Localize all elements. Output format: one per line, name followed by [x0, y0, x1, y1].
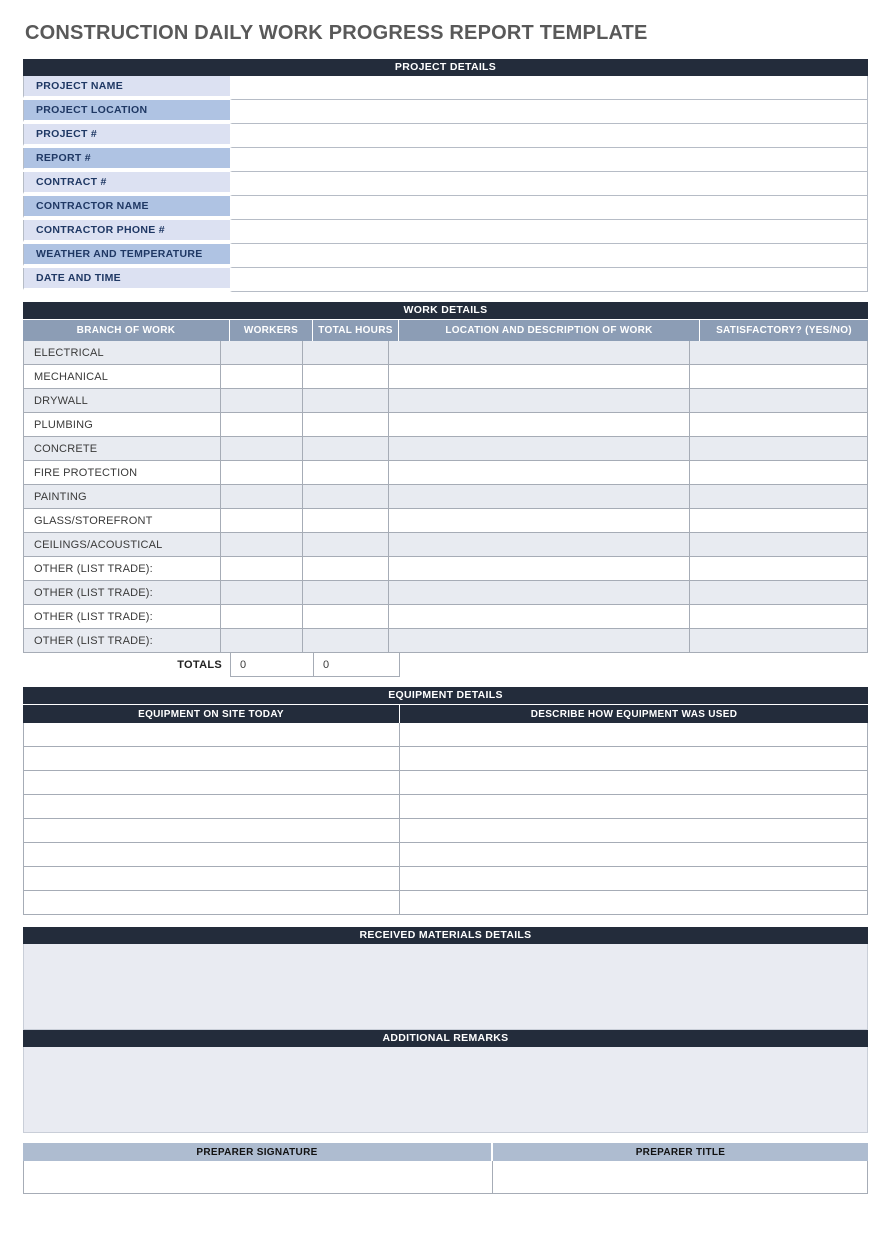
total-hours-cell[interactable]: [303, 365, 389, 388]
location-description-cell[interactable]: [389, 389, 690, 412]
equipment-usage-cell[interactable]: [400, 723, 867, 746]
project-field-value-cell[interactable]: [230, 148, 868, 172]
branch-of-work-label: OTHER (LIST TRADE):: [24, 605, 221, 628]
branch-of-work-label: ELECTRICAL: [24, 341, 221, 364]
satisfactory-cell[interactable]: [690, 437, 867, 460]
project-field-label: PROJECT LOCATION: [23, 100, 230, 122]
equipment-usage-cell[interactable]: [400, 771, 867, 794]
additional-remarks-header: ADDITIONAL REMARKS: [23, 1030, 868, 1047]
workers-cell[interactable]: [221, 461, 303, 484]
equipment-on-site-cell[interactable]: [24, 819, 400, 842]
equipment-table: [23, 723, 868, 915]
satisfactory-cell[interactable]: [690, 413, 867, 436]
work-details-header: WORK DETAILS: [23, 302, 868, 319]
equipment-details-header: EQUIPMENT DETAILS: [23, 687, 868, 704]
preparer-cells: [23, 1161, 868, 1194]
additional-remarks-input-area[interactable]: [23, 1047, 868, 1133]
project-details-row: [23, 196, 868, 220]
project-field-label: CONTRACTOR PHONE #: [23, 220, 230, 242]
total-hours-cell[interactable]: [303, 605, 389, 628]
project-field-label: PROJECT NAME: [23, 76, 230, 98]
total-hours-cell[interactable]: [303, 413, 389, 436]
location-description-cell[interactable]: [389, 509, 690, 532]
preparer-section: [23, 1143, 868, 1194]
total-hours-cell[interactable]: [303, 437, 389, 460]
project-field-label: DATE AND TIME: [23, 268, 230, 290]
equipment-on-site-cell[interactable]: [24, 891, 400, 914]
location-description-cell[interactable]: [389, 437, 690, 460]
equipment-on-site-cell[interactable]: [24, 747, 400, 770]
project-field-label: CONTRACT #: [23, 172, 230, 194]
additional-remarks-section: [23, 1030, 868, 1133]
branch-of-work-label: DRYWALL: [24, 389, 221, 412]
workers-cell[interactable]: [221, 413, 303, 436]
project-details-row: [23, 172, 868, 196]
location-description-cell[interactable]: [389, 485, 690, 508]
location-description-cell[interactable]: [389, 341, 690, 364]
work-details-row: [24, 605, 867, 629]
work-details-row: [24, 485, 867, 509]
location-description-cell[interactable]: [389, 533, 690, 556]
project-field-label: REPORT #: [23, 148, 230, 170]
project-details-row: [23, 148, 868, 172]
equipment-details-section: [23, 687, 868, 915]
project-details-table: [23, 76, 868, 292]
workers-cell[interactable]: [221, 581, 303, 604]
work-details-column-headers: [23, 320, 868, 341]
project-field-value-cell[interactable]: [230, 268, 868, 292]
preparer-title-cell[interactable]: [493, 1161, 867, 1193]
work-details-row: [24, 389, 867, 413]
total-hours-cell[interactable]: [303, 509, 389, 532]
project-details-row: [23, 124, 868, 148]
project-field-value-cell[interactable]: [230, 100, 868, 124]
total-hours-cell[interactable]: [303, 557, 389, 580]
report-page: [23, 22, 868, 1194]
satisfactory-cell[interactable]: [690, 485, 867, 508]
project-details-row: [23, 244, 868, 268]
workers-cell[interactable]: [221, 365, 303, 388]
work-details-row: [24, 581, 867, 605]
column-header-total-hours: TOTAL HOURS: [313, 320, 399, 341]
equipment-on-site-cell[interactable]: [24, 771, 400, 794]
equipment-row: [24, 843, 867, 867]
total-hours-cell[interactable]: [303, 533, 389, 556]
satisfactory-cell[interactable]: [690, 389, 867, 412]
preparer-headers: [23, 1143, 868, 1161]
work-details-row: [24, 557, 867, 581]
totals-row: [23, 653, 868, 677]
project-field-value-cell[interactable]: [230, 220, 868, 244]
equipment-row: [24, 891, 867, 914]
project-field-value-cell[interactable]: [230, 244, 868, 268]
work-details-row: [24, 365, 867, 389]
project-field-value-cell[interactable]: [230, 196, 868, 220]
project-details-row: [23, 268, 868, 292]
equipment-row: [24, 819, 867, 843]
equipment-on-site-cell[interactable]: [24, 795, 400, 818]
location-description-cell[interactable]: [389, 365, 690, 388]
column-header-satisfactory: SATISFACTORY? (YES/NO): [716, 325, 852, 336]
satisfactory-cell[interactable]: [690, 509, 867, 532]
location-description-cell[interactable]: [389, 413, 690, 436]
equipment-usage-cell[interactable]: [400, 891, 867, 914]
column-header-branch-of-work: BRANCH OF WORK: [23, 320, 230, 341]
satisfactory-cell[interactable]: [690, 341, 867, 364]
location-description-cell[interactable]: [389, 461, 690, 484]
location-description-cell[interactable]: [389, 605, 690, 628]
totals-hours-value: 0: [314, 653, 400, 677]
preparer-signature-cell[interactable]: [24, 1161, 493, 1193]
equipment-usage-cell[interactable]: [400, 747, 867, 770]
branch-of-work-label: CONCRETE: [24, 437, 221, 460]
equipment-column-headers: [23, 705, 868, 723]
workers-cell[interactable]: [221, 605, 303, 628]
location-description-cell[interactable]: [389, 581, 690, 604]
project-details-row: [23, 76, 868, 100]
branch-of-work-label: OTHER (LIST TRADE):: [24, 557, 221, 580]
workers-cell[interactable]: [221, 341, 303, 364]
branch-of-work-label: OTHER (LIST TRADE):: [24, 629, 221, 652]
totals-label: TOTALS: [177, 659, 222, 671]
equipment-row: [24, 747, 867, 771]
branch-of-work-label: PLUMBING: [24, 413, 221, 436]
location-description-cell[interactable]: [389, 629, 690, 652]
branch-of-work-label: CEILINGS/ACOUSTICAL: [24, 533, 221, 556]
project-field-label: CONTRACTOR NAME: [23, 196, 230, 218]
work-details-section: [23, 302, 868, 677]
satisfactory-cell[interactable]: [690, 365, 867, 388]
equipment-row: [24, 795, 867, 819]
total-hours-cell[interactable]: [303, 389, 389, 412]
project-field-value-cell[interactable]: [230, 172, 868, 196]
equipment-on-site-cell[interactable]: [24, 843, 400, 866]
equipment-usage-cell[interactable]: [400, 819, 867, 842]
project-field-value-cell[interactable]: [230, 76, 868, 100]
project-field-label: WEATHER AND TEMPERATURE: [23, 244, 230, 266]
totals-workers-value: 0: [230, 653, 314, 677]
branch-of-work-label: PAINTING: [24, 485, 221, 508]
work-details-row: [24, 437, 867, 461]
work-details-row: [24, 413, 867, 437]
equipment-row: [24, 723, 867, 747]
work-details-row: [24, 341, 867, 365]
equipment-usage-cell[interactable]: [400, 795, 867, 818]
branch-of-work-label: OTHER (LIST TRADE):: [24, 581, 221, 604]
equipment-usage-cell[interactable]: [400, 843, 867, 866]
column-header-equipment-on-site: EQUIPMENT ON SITE TODAY: [23, 705, 400, 723]
workers-cell[interactable]: [221, 557, 303, 580]
equipment-row: [24, 867, 867, 891]
work-details-row: [24, 629, 867, 652]
column-header-workers: WORKERS: [230, 320, 313, 341]
total-hours-cell[interactable]: [303, 485, 389, 508]
branch-of-work-label: FIRE PROTECTION: [24, 461, 221, 484]
branch-of-work-label: MECHANICAL: [24, 365, 221, 388]
workers-cell[interactable]: [221, 485, 303, 508]
satisfactory-cell[interactable]: [690, 629, 867, 652]
equipment-row: [24, 771, 867, 795]
satisfactory-cell[interactable]: [690, 533, 867, 556]
project-field-label: PROJECT #: [23, 124, 230, 146]
equipment-usage-cell[interactable]: [400, 867, 867, 890]
project-details-row: [23, 220, 868, 244]
preparer-signature-header: PREPARER SIGNATURE: [23, 1143, 493, 1161]
workers-cell[interactable]: [221, 629, 303, 652]
work-details-row: [24, 509, 867, 533]
received-materials-section: [23, 927, 868, 1030]
work-details-row: [24, 461, 867, 485]
total-hours-cell[interactable]: [303, 629, 389, 652]
satisfactory-cell[interactable]: [690, 557, 867, 580]
satisfactory-cell[interactable]: [690, 461, 867, 484]
location-description-cell[interactable]: [389, 557, 690, 580]
total-hours-cell[interactable]: [303, 581, 389, 604]
project-field-value-cell[interactable]: [230, 124, 868, 148]
work-details-table: [23, 341, 868, 653]
total-hours-cell[interactable]: [303, 461, 389, 484]
equipment-on-site-cell[interactable]: [24, 723, 400, 746]
work-details-row: [24, 533, 867, 557]
received-materials-header: RECEIVED MATERIALS DETAILS: [23, 927, 868, 944]
project-details-row: [23, 100, 868, 124]
workers-cell[interactable]: [221, 509, 303, 532]
project-details-section: [23, 59, 868, 292]
preparer-title-header: PREPARER TITLE: [493, 1143, 868, 1161]
workers-cell[interactable]: [221, 437, 303, 460]
satisfactory-cell[interactable]: [690, 581, 867, 604]
branch-of-work-label: GLASS/STOREFRONT: [24, 509, 221, 532]
workers-cell[interactable]: [221, 389, 303, 412]
column-header-location-description: LOCATION AND DESCRIPTION OF WORK: [399, 320, 700, 341]
project-details-header: PROJECT DETAILS: [23, 59, 868, 76]
total-hours-cell[interactable]: [303, 341, 389, 364]
received-materials-input-area[interactable]: [23, 944, 868, 1030]
page-title: CONSTRUCTION DAILY WORK PROGRESS REPORT TEMPLATE: [25, 22, 648, 44]
satisfactory-cell[interactable]: [690, 605, 867, 628]
equipment-on-site-cell[interactable]: [24, 867, 400, 890]
column-header-equipment-usage: DESCRIBE HOW EQUIPMENT WAS USED: [530, 708, 738, 720]
workers-cell[interactable]: [221, 533, 303, 556]
